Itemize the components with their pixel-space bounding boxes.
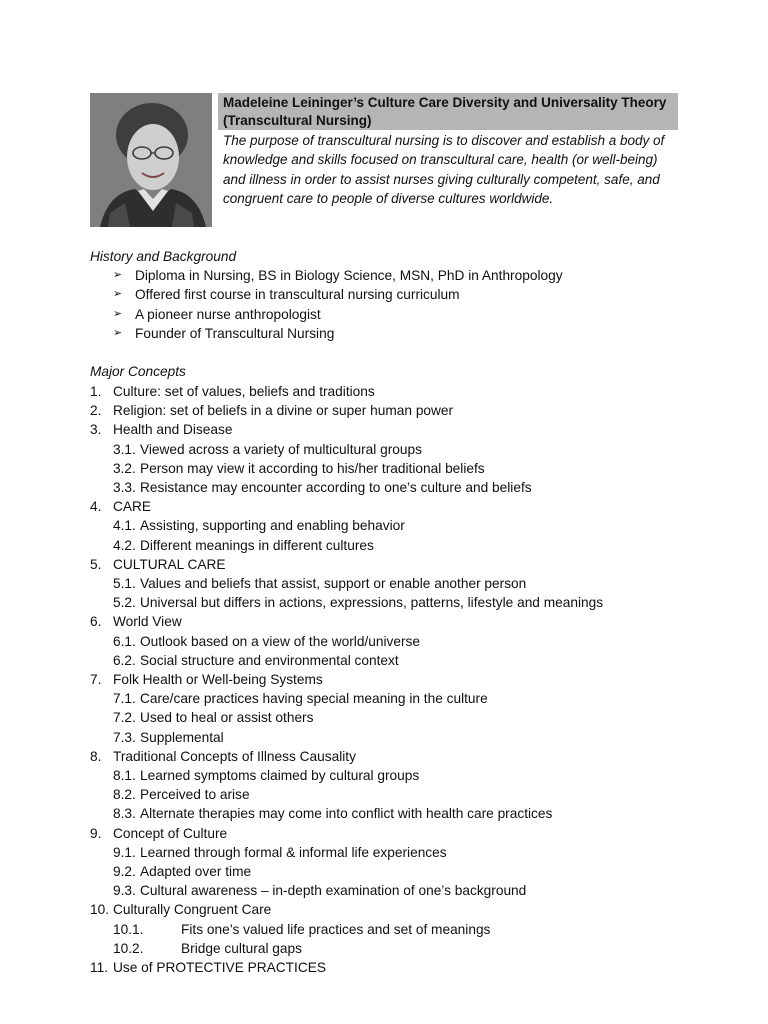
concepts-heading: Major Concepts	[90, 364, 186, 379]
list-number: 6.	[90, 614, 102, 630]
concept-text: Culture: set of values, beliefs and traditions	[113, 384, 375, 399]
concept-subitem	[113, 804, 552, 823]
list-number: 7.	[90, 672, 102, 687]
concept-subitem	[113, 766, 419, 785]
history-list-item	[113, 324, 334, 343]
concept-subitem	[113, 708, 313, 727]
concept-text: Universal but differs in actions, expressions, patterns, lifestyle and meanings	[140, 595, 604, 611]
concept-text: CARE	[113, 499, 152, 515]
concept-text: Care/care practices having special meaning in the culture	[140, 691, 488, 707]
concept-text: Used to heal or assist others	[140, 710, 314, 726]
list-number: 3.2.	[113, 460, 136, 476]
concept-subitem	[113, 478, 532, 497]
concept-text: Adapted over time	[140, 864, 252, 879]
concept-item	[90, 382, 375, 401]
concept-item	[90, 958, 326, 977]
list-number: 9.3.	[113, 883, 136, 899]
history-item-text: Diploma in Nursing, BS in Biology Science, MSN, PhD in Anthropology	[135, 268, 563, 283]
concept-subitem	[113, 920, 490, 939]
list-number: 7.3.	[113, 729, 136, 745]
concept-text: Different meanings in different cultures	[140, 537, 374, 553]
concept-subitem	[113, 843, 447, 862]
concept-text: World View	[113, 614, 182, 630]
list-number: 4.1.	[113, 518, 136, 534]
list-number: 6.1.	[113, 633, 136, 649]
concept-subitem	[113, 939, 302, 958]
history-item-text: Offered first course in transcultural nursing curriculum	[135, 287, 460, 303]
concept-text: Bridge cultural gaps	[181, 940, 302, 956]
concept-item	[90, 747, 356, 766]
concept-subitem	[113, 862, 251, 881]
list-number: 9.2.	[113, 864, 136, 879]
arrow-bullet-icon: ➢	[113, 307, 123, 320]
concept-text: Use of PROTECTIVE PRACTICES	[113, 960, 326, 975]
list-number: 4.	[90, 499, 102, 515]
concept-subitem	[113, 459, 485, 478]
history-list-item	[113, 266, 563, 285]
list-number: 8.1.	[113, 768, 136, 783]
list-number: 9.1.	[113, 844, 136, 860]
concept-item	[90, 555, 226, 574]
history-item-text: A pioneer nurse anthropologist	[135, 306, 321, 322]
concept-subitem	[113, 728, 224, 747]
concept-subitem	[113, 689, 488, 708]
history-list-item	[113, 285, 460, 304]
concept-subitem	[113, 632, 420, 651]
arrow-bullet-icon: ➢	[113, 326, 123, 339]
concept-text: Culturally Congruent Care	[113, 902, 272, 918]
concept-subitem	[113, 651, 399, 670]
concept-text: Religion: set of beliefs in a divine or super human power	[113, 403, 454, 419]
concept-text: Assisting, supporting and enabling behavior	[140, 518, 405, 534]
concept-text: Fits one’s valued life practices and set of meanings	[181, 921, 491, 937]
concept-item	[90, 401, 453, 420]
concept-text: Perceived to arise	[140, 787, 250, 803]
concept-text: Supplemental	[140, 729, 224, 745]
list-number: 10.	[90, 902, 110, 918]
document-title: Madeleine Leininger’s Culture Care Diversity and Universality Theory (Transcultural Nursing)	[223, 95, 667, 128]
concept-text: Resistance may encounter according to one’s culture and beliefs	[140, 480, 532, 495]
history-item-text: Founder of Transcultural Nursing	[135, 325, 335, 341]
concept-subitem	[113, 785, 250, 804]
concept-item	[90, 612, 182, 631]
list-number: 4.2.	[113, 537, 136, 553]
portrait-image	[90, 93, 212, 227]
concept-item	[90, 900, 271, 919]
concept-item	[90, 824, 227, 843]
concept-text: Viewed across a variety of multicultural groups	[140, 441, 422, 457]
list-number: 8.3.	[113, 806, 136, 822]
concept-text: CULTURAL CARE	[113, 556, 226, 572]
list-number: 10.2.	[113, 940, 144, 956]
concept-subitem	[113, 574, 526, 593]
list-number: 5.2.	[113, 595, 136, 611]
list-number: 8.	[90, 748, 102, 764]
portrait-photo	[90, 93, 212, 227]
concept-text: Traditional Concepts of Illness Causality	[113, 748, 356, 764]
list-number: 7.1.	[113, 691, 136, 707]
concept-subitem	[113, 536, 374, 555]
concept-text: Learned through formal & informal life experiences	[140, 844, 447, 860]
list-number: 7.2.	[113, 710, 136, 726]
purpose-paragraph: The purpose of transcultural nursing is to discover and establish a body of knowledge and skills focused on transcultural care, health (or well-being) and illness in order to assist nurses giving culturally competent, safe, and congruent care to people of diverse cultures worldwide.	[223, 133, 665, 207]
concept-text: Health and Disease	[113, 422, 233, 438]
arrow-bullet-icon: ➢	[113, 288, 123, 301]
list-number: 6.2.	[113, 652, 136, 668]
concept-subitem	[113, 516, 405, 535]
concept-subitem	[113, 440, 422, 459]
concept-subitem	[113, 593, 603, 612]
list-number: 11.	[90, 960, 109, 975]
concept-text: Person may view it according to his/her traditional beliefs	[140, 460, 485, 476]
concept-item	[90, 670, 323, 689]
list-number: 10.1.	[113, 921, 144, 937]
concept-text: Cultural awareness – in-depth examination of one’s background	[140, 883, 527, 899]
history-heading: History and Background	[90, 249, 237, 264]
concept-text: Concept of Culture	[113, 825, 228, 841]
history-list-item	[113, 305, 321, 324]
list-number: 3.1.	[113, 441, 136, 457]
concept-text: Values and beliefs that assist, support or enable another person	[140, 576, 527, 591]
list-number: 5.1.	[113, 576, 136, 591]
list-number: 5.	[90, 556, 102, 572]
concept-text: Learned symptoms claimed by cultural groups	[140, 768, 420, 783]
list-number: 3.	[90, 422, 102, 438]
list-number: 8.2.	[113, 787, 136, 803]
concept-item	[90, 497, 151, 516]
concept-text: Outlook based on a view of the world/universe	[140, 633, 420, 649]
concept-text: Social structure and environmental context	[140, 652, 399, 668]
concept-text: Alternate therapies may come into conflict with health care practices	[140, 806, 553, 822]
list-number: 3.3.	[113, 480, 136, 495]
concept-subitem	[113, 881, 526, 900]
list-number: 1.	[90, 384, 102, 399]
arrow-bullet-icon: ➢	[113, 269, 123, 281]
concept-text: Folk Health or Well-being Systems	[113, 672, 323, 687]
list-number: 9.	[90, 825, 102, 841]
concept-item	[90, 420, 232, 439]
list-number: 2.	[90, 403, 102, 419]
